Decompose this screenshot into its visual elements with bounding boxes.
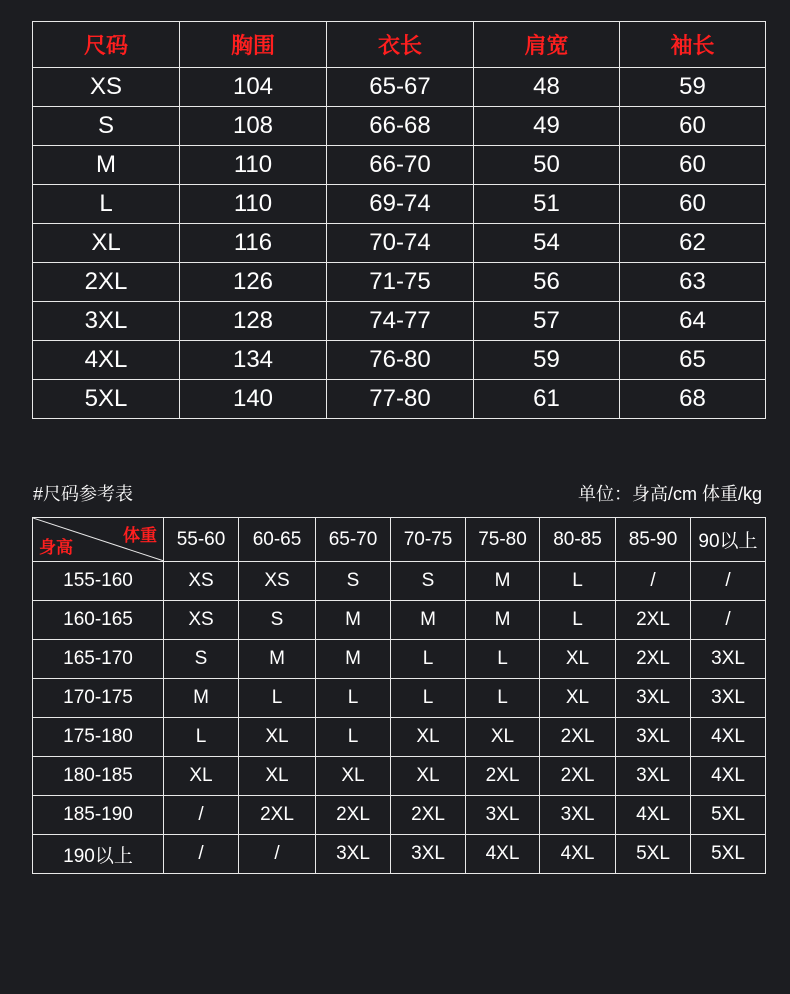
weight-header: 80-85 xyxy=(540,518,616,562)
table-row xyxy=(33,185,766,224)
cell-sleeve: 63 xyxy=(620,263,766,302)
cell-shoulder: 61 xyxy=(474,380,620,419)
size-cell: 2XL xyxy=(466,757,540,796)
height-range-cell: 185-190 xyxy=(33,796,164,835)
size-cell: M xyxy=(466,562,540,601)
cell-sleeve: 60 xyxy=(620,107,766,146)
size-cell: XL xyxy=(466,718,540,757)
size-cell: M xyxy=(316,601,391,640)
size-cell: L xyxy=(391,679,466,718)
size-cell: 2XL xyxy=(616,601,691,640)
weight-header: 75-80 xyxy=(466,518,540,562)
size-cell: 5XL xyxy=(691,796,766,835)
size-cell: 4XL xyxy=(540,835,616,874)
table-row xyxy=(33,796,766,835)
size-cell: S xyxy=(391,562,466,601)
size-cell: XS xyxy=(164,601,239,640)
size-cell: L xyxy=(466,640,540,679)
cell-shoulder: 50 xyxy=(474,146,620,185)
size-cell: / xyxy=(239,835,316,874)
size-cell: / xyxy=(691,562,766,601)
size-cell: L xyxy=(391,640,466,679)
unit-note: 单位：身高/cm 体重/kg xyxy=(577,484,762,504)
size-cell: 2XL xyxy=(239,796,316,835)
table-row xyxy=(33,679,766,718)
table-row xyxy=(33,718,766,757)
cell-chest: 104 xyxy=(180,68,327,107)
size-cell: / xyxy=(164,796,239,835)
size-cell: 3XL xyxy=(616,718,691,757)
size-cell: XL xyxy=(540,640,616,679)
cell-chest: 128 xyxy=(180,302,327,341)
size-chart-table xyxy=(32,21,766,419)
size-cell: 3XL xyxy=(691,640,766,679)
corner-header-cell xyxy=(33,518,164,562)
weight-header: 65-70 xyxy=(316,518,391,562)
cell-length: 71-75 xyxy=(327,263,474,302)
cell-size: 2XL xyxy=(33,263,180,302)
table-row xyxy=(33,601,766,640)
size-cell: 3XL xyxy=(691,679,766,718)
cell-chest: 140 xyxy=(180,380,327,419)
size-cell: 4XL xyxy=(616,796,691,835)
size-cell: S xyxy=(164,640,239,679)
size-reference-table xyxy=(32,517,766,874)
cell-size: 3XL xyxy=(33,302,180,341)
size-cell: XL xyxy=(164,757,239,796)
table-row xyxy=(33,224,766,263)
header-size: 尺码 xyxy=(33,22,180,68)
size-cell: / xyxy=(691,601,766,640)
weight-header: 85-90 xyxy=(616,518,691,562)
size-cell: XL xyxy=(316,757,391,796)
cell-size: M xyxy=(33,146,180,185)
reference-header-row xyxy=(33,518,766,562)
height-range-cell: 165-170 xyxy=(33,640,164,679)
height-range-cell: 190以上 xyxy=(33,835,164,874)
size-cell: 5XL xyxy=(691,835,766,874)
cell-size: XS xyxy=(33,68,180,107)
size-cell: 3XL xyxy=(616,679,691,718)
cell-chest: 110 xyxy=(180,185,327,224)
table-row xyxy=(33,757,766,796)
table-row xyxy=(33,380,766,419)
cell-chest: 134 xyxy=(180,341,327,380)
table-row xyxy=(33,107,766,146)
weight-header: 55-60 xyxy=(164,518,239,562)
size-cell: 4XL xyxy=(466,835,540,874)
table-row xyxy=(33,562,766,601)
cell-size: XL xyxy=(33,224,180,263)
cell-shoulder: 48 xyxy=(474,68,620,107)
size-cell: 4XL xyxy=(691,718,766,757)
size-cell: XL xyxy=(239,718,316,757)
weight-header: 70-75 xyxy=(391,518,466,562)
cell-sleeve: 65 xyxy=(620,341,766,380)
cell-shoulder: 59 xyxy=(474,341,620,380)
header-shoulder: 肩宽 xyxy=(474,22,620,68)
table-row xyxy=(33,640,766,679)
cell-sleeve: 60 xyxy=(620,185,766,224)
cell-chest: 108 xyxy=(180,107,327,146)
table-row xyxy=(33,835,766,874)
size-cell: XL xyxy=(391,718,466,757)
cell-length: 76-80 xyxy=(327,341,474,380)
size-cell: XL xyxy=(239,757,316,796)
size-cell: 3XL xyxy=(466,796,540,835)
cell-shoulder: 51 xyxy=(474,185,620,224)
size-cell: 2XL xyxy=(616,640,691,679)
size-cell: 5XL xyxy=(616,835,691,874)
table-row xyxy=(33,68,766,107)
weight-axis-label: 体重 xyxy=(123,526,157,545)
cell-length: 69-74 xyxy=(327,185,474,224)
size-cell: / xyxy=(164,835,239,874)
cell-shoulder: 49 xyxy=(474,107,620,146)
size-cell: L xyxy=(466,679,540,718)
size-chart-header-row xyxy=(33,22,766,68)
size-cell: L xyxy=(239,679,316,718)
reference-table-title: #尺码参考表 xyxy=(33,484,134,504)
cell-length: 77-80 xyxy=(327,380,474,419)
cell-length: 66-68 xyxy=(327,107,474,146)
size-cell: 2XL xyxy=(391,796,466,835)
size-cell: XL xyxy=(540,679,616,718)
size-cell: M xyxy=(316,640,391,679)
size-cell: S xyxy=(239,601,316,640)
size-cell: M xyxy=(239,640,316,679)
cell-chest: 110 xyxy=(180,146,327,185)
cell-length: 66-70 xyxy=(327,146,474,185)
size-cell: / xyxy=(616,562,691,601)
size-cell: 3XL xyxy=(616,757,691,796)
size-cell: 2XL xyxy=(540,757,616,796)
cell-sleeve: 68 xyxy=(620,380,766,419)
cell-length: 65-67 xyxy=(327,68,474,107)
cell-length: 70-74 xyxy=(327,224,474,263)
size-cell: L xyxy=(164,718,239,757)
header-length: 衣长 xyxy=(327,22,474,68)
size-cell: XS xyxy=(239,562,316,601)
size-cell: L xyxy=(540,562,616,601)
height-range-cell: 155-160 xyxy=(33,562,164,601)
cell-chest: 126 xyxy=(180,263,327,302)
cell-sleeve: 62 xyxy=(620,224,766,263)
cell-sleeve: 64 xyxy=(620,302,766,341)
size-cell: L xyxy=(316,718,391,757)
size-cell: 3XL xyxy=(540,796,616,835)
height-range-cell: 160-165 xyxy=(33,601,164,640)
size-cell: M xyxy=(164,679,239,718)
size-cell: L xyxy=(540,601,616,640)
cell-size: 4XL xyxy=(33,341,180,380)
size-cell: 2XL xyxy=(540,718,616,757)
height-range-cell: 175-180 xyxy=(33,718,164,757)
cell-size: L xyxy=(33,185,180,224)
cell-shoulder: 57 xyxy=(474,302,620,341)
cell-length: 74-77 xyxy=(327,302,474,341)
height-range-cell: 170-175 xyxy=(33,679,164,718)
cell-sleeve: 59 xyxy=(620,68,766,107)
size-cell: L xyxy=(316,679,391,718)
cell-shoulder: 56 xyxy=(474,263,620,302)
table-row xyxy=(33,146,766,185)
height-axis-label: 身高 xyxy=(39,538,73,557)
cell-shoulder: 54 xyxy=(474,224,620,263)
header-sleeve: 袖长 xyxy=(620,22,766,68)
size-cell: 2XL xyxy=(316,796,391,835)
size-cell: XL xyxy=(391,757,466,796)
table-row xyxy=(33,302,766,341)
cell-size: S xyxy=(33,107,180,146)
table-row xyxy=(33,263,766,302)
size-cell: 4XL xyxy=(691,757,766,796)
height-range-cell: 180-185 xyxy=(33,757,164,796)
cell-chest: 116 xyxy=(180,224,327,263)
size-cell: M xyxy=(466,601,540,640)
size-cell: M xyxy=(391,601,466,640)
size-cell: 3XL xyxy=(316,835,391,874)
weight-header: 60-65 xyxy=(239,518,316,562)
size-cell: XS xyxy=(164,562,239,601)
table-row xyxy=(33,341,766,380)
header-chest: 胸围 xyxy=(180,22,327,68)
cell-sleeve: 60 xyxy=(620,146,766,185)
size-cell: S xyxy=(316,562,391,601)
cell-size: 5XL xyxy=(33,380,180,419)
size-cell: 3XL xyxy=(391,835,466,874)
weight-header: 90以上 xyxy=(691,518,766,562)
